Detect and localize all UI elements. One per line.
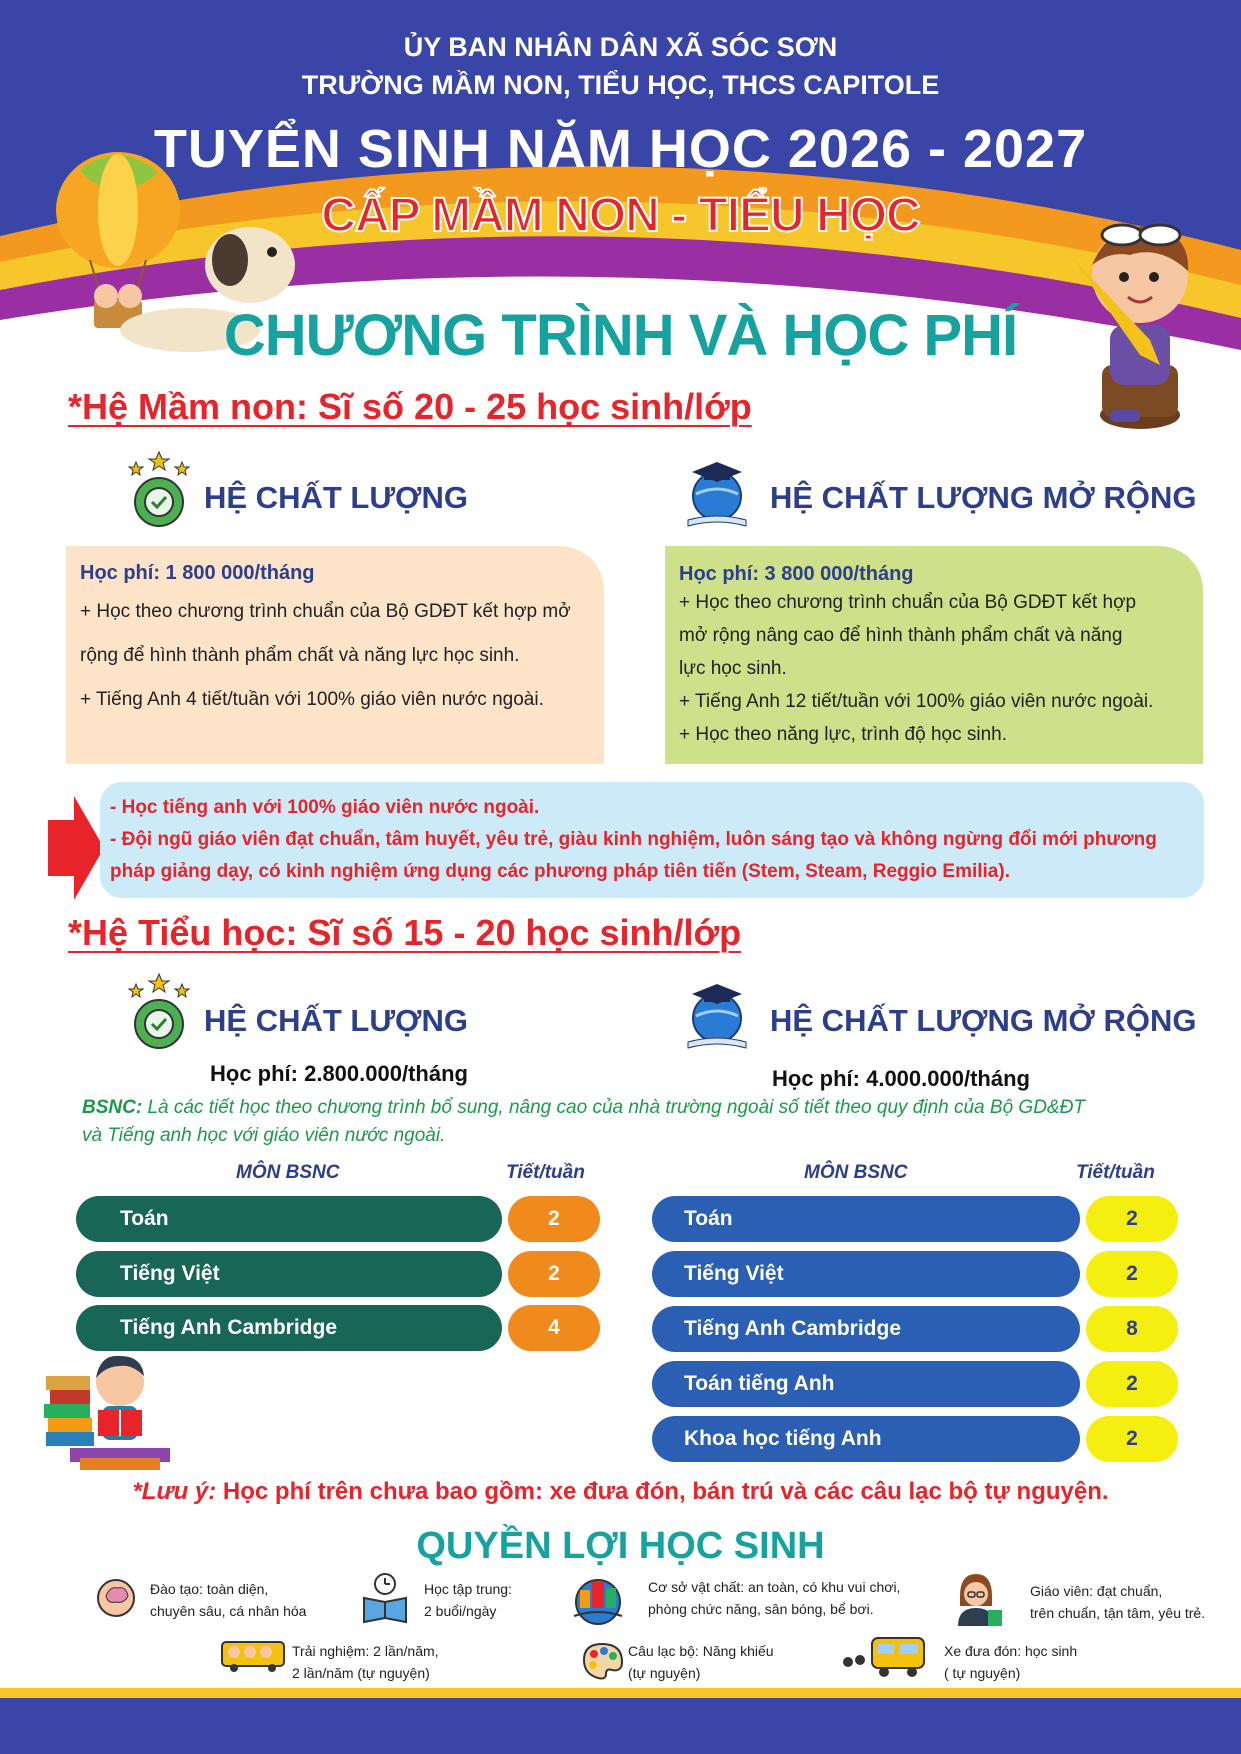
level-subtitle: CẤP MẦM NON - TIỂU HỌC — [321, 189, 920, 242]
brain-icon — [94, 1576, 138, 1620]
kindergarten-heading: *Hệ Mầm non: Sĩ số 20 - 25 học sinh/lớp — [68, 386, 752, 427]
extended-subject-periods: 2 — [1086, 1196, 1178, 1242]
primary-extended-fee: Học phí: 4.000.000/tháng — [772, 1066, 1030, 1091]
benefit-line: Xe đưa đón: học sinh — [944, 1643, 1078, 1659]
kg-extended-line-3: lực học sinh. — [679, 658, 787, 679]
extended-subject-row: Toán — [652, 1196, 1080, 1242]
primary-quality-fee: Học phí: 2.800.000/tháng — [210, 1061, 468, 1086]
globe-graduation-icon — [682, 458, 752, 530]
page-title: TUYỂN SINH NĂM HỌC 2026 - 2027 — [153, 119, 1088, 179]
bsnc-line-1: Là các tiết học theo chương trình bổ sung, nâng cao của nhà trường ngoài số tiết theo quy định của Bộ GD&ĐT — [147, 1097, 1085, 1118]
benefit-line: ( tự nguyện) — [944, 1665, 1021, 1681]
quality-subject-periods: 2 — [508, 1251, 600, 1297]
school-name: TRƯỜNG MẦM NON, TIỂU HỌC, THCS CAPITOLE — [301, 70, 940, 100]
quality-col-periods: Tiết/tuần — [506, 1162, 585, 1183]
authority-line: ỦY BAN NHÂN DÂN XÃ SÓC SƠN — [403, 32, 838, 62]
primary-heading: *Hệ Tiểu học: Sĩ số 15 - 20 học sinh/lớp — [68, 912, 742, 953]
gear-check-icon — [124, 972, 194, 1052]
fee-note-prefix: *Lưu ý: — [132, 1478, 217, 1505]
extended-subject-row: Khoa học tiếng Anh — [652, 1416, 1080, 1462]
kg-quality-line-1: + Học theo chương trình chuẩn của Bộ GDĐT kết hợp mở — [80, 601, 571, 622]
kg-note-1: - Học tiếng anh với 100% giáo viên nước ngoài. — [110, 797, 540, 818]
extended-subject-row: Tiếng Việt — [652, 1251, 1080, 1297]
kg-extended-line-5: + Học theo năng lực, trình độ học sinh. — [679, 724, 1008, 745]
kg-quality-line-3: + Tiếng Anh 4 tiết/tuần với 100% giáo viên nước ngoài. — [80, 689, 544, 710]
benefit-line: Trải nghiệm: 2 lần/năm, — [292, 1643, 439, 1659]
kg-note-2: - Đội ngũ giáo viên đạt chuẩn, tâm huyết, yêu trẻ, giàu kinh nghiệm, luôn sáng tạo và không ngừng đổi mới phương — [110, 829, 1157, 850]
benefit-experience — [292, 1640, 439, 1684]
campus-globe-icon — [570, 1572, 626, 1626]
kg-extended-fee: Học phí: 3 800 000/tháng — [679, 563, 914, 585]
kg-quality-label: HỆ CHẤT LƯỢNG — [204, 480, 468, 515]
bsnc-term: BSNC: — [82, 1097, 143, 1118]
kg-note-3: pháp giảng dạy, có kinh nghiệm ứng dụng các phương pháp tiên tiến (Stem, Steam, Reggio Emilia). — [110, 861, 1010, 882]
fee-note — [0, 1478, 1241, 1506]
bsnc-description — [82, 1094, 1182, 1150]
quality-subject-periods: 2 — [508, 1196, 600, 1242]
quality-subject-row: Tiếng Việt — [76, 1251, 502, 1297]
kg-quality-box — [66, 546, 604, 764]
benefit-teachers — [1030, 1580, 1205, 1624]
kg-extended-line-4: + Tiếng Anh 12 tiết/tuần với 100% giáo viên nước ngoài. — [679, 691, 1154, 712]
kg-extended-label: HỆ CHẤT LƯỢNG MỞ RỘNG — [770, 480, 1197, 515]
teacher-icon — [948, 1570, 1004, 1628]
benefit-line: (tự nguyện) — [628, 1665, 701, 1681]
fee-note-text: Học phí trên chưa bao gồm: xe đưa đón, bán trú và các câu lạc bộ tự nguyện. — [216, 1478, 1109, 1505]
boy-reading-icon — [40, 1350, 180, 1474]
footer-stripe — [0, 1688, 1241, 1698]
benefit-line: Giáo viên: đạt chuẩn, — [1030, 1583, 1163, 1599]
benefit-line: phòng chức năng, sân bóng, bể bơi. — [648, 1601, 874, 1617]
gear-check-icon — [124, 450, 194, 530]
kg-extended-line-1: + Học theo chương trình chuẩn của Bộ GDĐT kết hợp — [679, 592, 1137, 613]
kg-notes-box — [100, 782, 1204, 898]
bsnc-line-2: và Tiếng anh học với giáo viên nước ngoài. — [82, 1125, 446, 1146]
quality-col-subject: MÔN BSNC — [236, 1162, 340, 1183]
benefit-line: Cơ sở vật chất: an toàn, có khu vui chơi, — [648, 1579, 901, 1595]
benefit-clubs — [628, 1640, 774, 1684]
benefit-training — [150, 1578, 306, 1622]
benefits-title: QUYỀN LỢI HỌC SINH — [416, 1525, 825, 1567]
quality-subject-periods: 4 — [508, 1305, 600, 1351]
school-bus-icon — [838, 1632, 928, 1680]
benefit-line: Câu lạc bộ: Năng khiếu — [628, 1643, 774, 1659]
benefit-line: 2 buổi/ngày — [424, 1603, 497, 1619]
benefit-line: Học tập trung: — [424, 1581, 512, 1597]
extended-subject-row: Tiếng Anh Cambridge — [652, 1306, 1080, 1352]
extended-subject-periods: 2 — [1086, 1251, 1178, 1297]
extended-subject-row: Toán tiếng Anh — [652, 1361, 1080, 1407]
benefit-facilities — [648, 1576, 900, 1620]
benefit-line: 2 lần/năm (tự nguyện) — [292, 1665, 430, 1681]
extended-col-subject: MÔN BSNC — [804, 1162, 908, 1183]
benefit-line: Đào tạo: toàn diện, — [150, 1581, 269, 1597]
benefit-bus — [944, 1640, 1077, 1684]
quality-subject-row: Tiếng Anh Cambridge — [76, 1305, 502, 1351]
kg-extended-line-2: mở rộng nâng cao để hình thành phẩm chất và năng — [679, 625, 1123, 646]
benefit-schedule — [424, 1578, 512, 1622]
clock-book-icon — [360, 1572, 410, 1624]
quality-subject-row: Toán — [76, 1196, 502, 1242]
arrow-right-icon — [48, 796, 104, 900]
kg-extended-box — [665, 546, 1203, 764]
extended-subject-periods: 2 — [1086, 1416, 1178, 1462]
primary-extended-label: HỆ CHẤT LƯỢNG MỞ RỘNG — [770, 1003, 1197, 1038]
kg-quality-fee: Học phí: 1 800 000/tháng — [80, 562, 315, 584]
benefit-line: trên chuẩn, tận tâm, yêu trẻ. — [1030, 1605, 1206, 1621]
paint-palette-icon — [580, 1640, 626, 1682]
primary-quality-label: HỆ CHẤT LƯỢNG — [204, 1003, 468, 1038]
benefit-line: chuyên sâu, cá nhân hóa — [150, 1603, 307, 1619]
extended-subject-periods: 8 — [1086, 1306, 1178, 1352]
extended-subject-periods: 2 — [1086, 1361, 1178, 1407]
program-title: CHƯƠNG TRÌNH VÀ HỌC PHÍ — [223, 303, 1018, 368]
globe-graduation-icon — [682, 980, 752, 1052]
extended-col-periods: Tiết/tuần — [1076, 1162, 1155, 1183]
kg-quality-line-2: rộng để hình thành phẩm chất và năng lực học sinh. — [80, 645, 520, 666]
school-bus-kids-icon — [220, 1636, 286, 1674]
footer-bar — [0, 1698, 1241, 1754]
